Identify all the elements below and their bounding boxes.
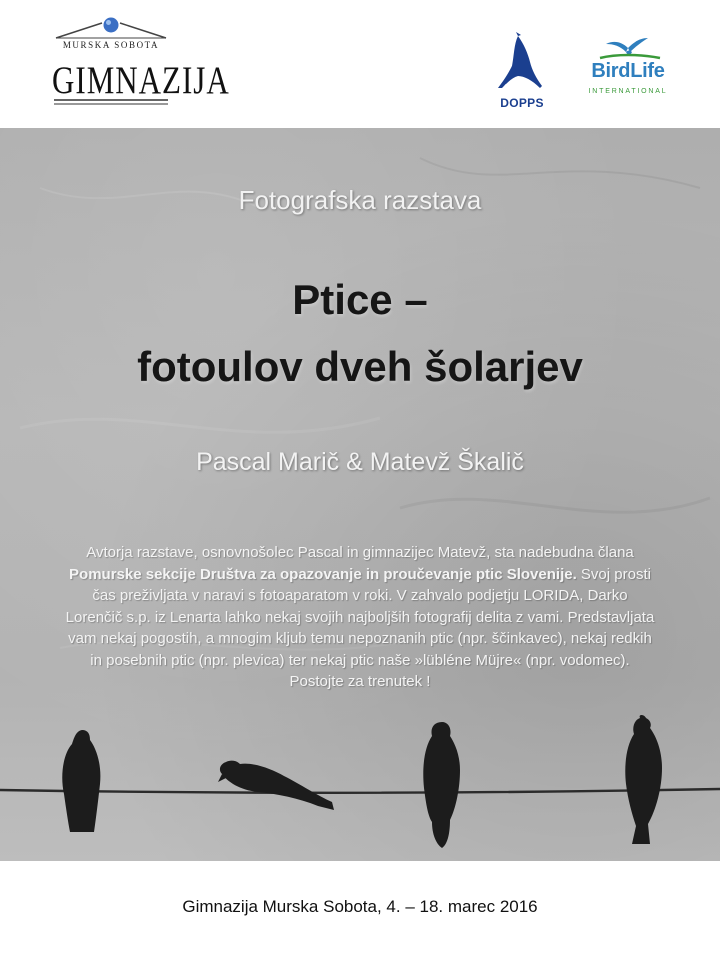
footer — [0, 861, 720, 960]
bird-2 — [218, 761, 334, 810]
birdlife-logo-tagline: INTERNATIONAL — [588, 88, 668, 95]
dopps-logo — [490, 30, 554, 114]
description-part-2: Svoj prosti čas preživljata v naravi s fotoaparatom v roki. V zahvalo podjetju LORIDA, Darko Lorenčič s.p. iz Lenarta lahko nekaj svojih najboljših fotografij delita z vami. Predstavljata vam nekaj pogostih, a mnogim kljub temu nepoznanih ptic (npr. ščinkavec), nekaj redkih in posebnih ptic (npr. plevica) ter nekaj ptic naše »lübléne Müjre« (npr. vodomec). Postojte za trenutek ! — [65, 565, 655, 690]
gimnazija-logo-subtitle: MURSKA SOBOTA — [62, 40, 160, 50]
exhibit-label: Fotografska razstava — [238, 185, 482, 215]
bird-4 — [625, 715, 662, 844]
birdlife-logo-name: BirdLife — [591, 60, 665, 82]
description-part-1: Avtorja razstave, osnovnošolec Pascal in gimnazijec Matevž, sta nadebudna člana — [86, 544, 634, 561]
gimnazija-logo-name: GIMNAZIJA — [52, 58, 230, 102]
gimnazija-logo — [52, 14, 230, 110]
footer-venue-dates: Gimnazija Murska Sobota, 4. – 18. marec 2016 — [182, 897, 538, 916]
birds-on-wire-photo — [0, 698, 720, 861]
description-organization: Pomurske sekcije Društva za opazovanje in proučevanje ptic Slovenije. — [69, 565, 577, 583]
bird-3 — [423, 722, 460, 848]
wire — [0, 789, 720, 793]
poster-panel — [0, 128, 720, 861]
birdlife-bird-icon — [580, 34, 676, 60]
header — [0, 0, 720, 128]
bird-1 — [62, 730, 100, 832]
birdlife-logo — [580, 34, 680, 104]
authors: Pascal Marič & Matevž Škalič — [196, 448, 524, 476]
title-line-1: Ptice – — [292, 276, 428, 323]
title-line-2: fotoulov dveh šolarjev — [137, 343, 583, 390]
dopps-bird-icon — [490, 30, 554, 96]
description-paragraph — [62, 542, 658, 693]
dopps-logo-text: DOPPS — [500, 96, 544, 110]
